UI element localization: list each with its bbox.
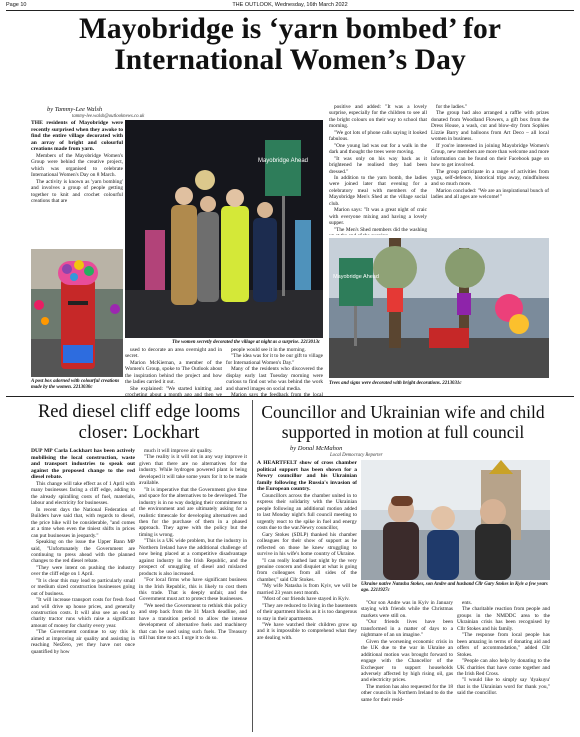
story3-para: "I would like to simply say 'dyakuyu' that is the Ukrainian word for thank you," said the councillor.: [457, 677, 550, 697]
story1-para: Many of the residents who discovered the display early last Tuesday morning were curious to find out who was behind the work and shared images on social media.: [226, 366, 323, 392]
story1-para: Marion concluded: "We are an inspirational bunch of ladies and all ages are welcome!": [431, 187, 549, 201]
story1-para: for the ladies.": [436, 104, 468, 110]
story2-lead: DUP MP Carla Lockhart has been actively mobilising the local construction, waste and transport industries to speak out against the proposed change to the red diesel rebate.: [31, 448, 135, 481]
story2-para: This change will take effect as of 1 April with many businesses facing a cliff edge, adding to the already spiralling costs of fuel, materials, labour and electricity for businesses.: [31, 480, 135, 507]
header-rule: [6, 10, 574, 11]
story3-para: Councillors across the chamber united in to express their solidarity with the Ukrainian people following an additional motion added to last Monday night's full council meeting to urgently react to the spike in fuel and energy costs due to the war.Newry councillor,: [257, 492, 357, 532]
story1-col2: [125, 347, 222, 399]
story2-col2: [139, 448, 247, 732]
postbox-caption: A post box adorned with colourful creations made by the women. 2213030c: [31, 379, 120, 390]
story2-para: much it will improve air quality.: [144, 448, 213, 454]
story1-para: Marion says the feedback from the local: [231, 392, 323, 399]
story2-para: Speaking on the issue the Upper Bann MP said, "Unfortunately the Government are continuing to press ahead with the planned changes to the red diesel rebate.: [31, 539, 135, 565]
story2-para: "The reality is it will not in any way improve it given that there are no alternatives for the industry. While hydrogen powered plant is being developed it will take some years for it to be made available.: [139, 454, 247, 487]
story2-col1: [31, 448, 135, 732]
story1-col3: [226, 347, 323, 399]
trees-photo: [329, 238, 549, 378]
story3-para: "They are reduced to living in the basements of their apartment blocks as it is too dangerous to stay in their apartments.: [257, 602, 357, 622]
story1-col4: [329, 104, 427, 235]
story1-headline: Mayobridge is ‘yarn bombed’ for International Women’s Day: [78, 13, 502, 76]
page-header: [6, 2, 574, 12]
story2-headline: Red diesel cliff edge looms closer: Lockhart: [37, 402, 241, 443]
family-caption: Ukraine native Natasha Stokes, son Andre and husband Cllr Gary Stokes in Kyiv a few years ago. 2211927c: [361, 582, 548, 593]
story2-para: "It will increase transport costs for fresh food and will drive up house prices, and generally construction costs. It will also see an end to charity tractor runs which raise a significant amount of money for charity every year.: [31, 597, 135, 629]
story2-para: In recent days the National Federation of Builders have said that, with regards to diesel, the price hike will be considerable, "and comes at a time when even the tiniest shifts in prices can put businesses in jeopardy.": [31, 506, 135, 539]
story1-byline: by Tammy-Lee Walsh: [47, 106, 103, 113]
story3-para: "I can really loathed last night by the very genuine concern and disquiet at what is going from colleagues from all sides of the chamber," said Cllr Stokes.: [257, 557, 357, 583]
story3-para: Given the worsening economic crisis in the UK due to the war in Ukraine an additional motion was brought forward to engage with the Chancellor of the Exchequer to support households adversely affected by high rising oil, gas and electricity prices.: [361, 638, 453, 684]
trees-caption: Trees and signs were decorated with bright decorations. 2213031c: [329, 381, 462, 386]
family-in-kyiv-illustration: [361, 460, 550, 580]
story1-para: The group had also arranged a raffle with prizes donated from Woodland Flowers, a gift box from the Dress House, a wash, cut and blow-dry from Sophies Lizzie Barry and balloons from Art Deco – all local women in business.: [431, 110, 549, 143]
story1-col1: [31, 120, 123, 247]
story2-para: "It is clear this may lead to particularly small or medium sized construction businesses going out of business.: [31, 577, 135, 597]
story1-para: "The idea was for it to be our gift to village for International Women's Day.": [226, 353, 323, 366]
story3-para: "Our son Andre was in Kyiv in January staying with friends while the Christmas markets were still on.: [361, 600, 453, 619]
story2-para: "They were intent on pushing the industry over the cliff edge on 1 April.: [31, 564, 135, 578]
story3-para: "We have watched their children grow up and it is impossible to comprehend what they are dealing with.: [257, 622, 357, 641]
photo-sign-text: Mayobridge Ahead: [257, 158, 309, 164]
story3-lead: A HEARTFELT show of cross chamber political support has been shown for a Newry councillor and his Ukrainian family following the Russia's invasion of the European country.: [257, 460, 357, 493]
section-rule: [6, 396, 574, 397]
story3-byline: by Donal McMahon: [290, 445, 343, 452]
story3-para: "Most of our friends have stayed in Kyiv.: [262, 596, 350, 603]
story1-para: "The Men's Shed members did the washing: [334, 226, 427, 233]
page-number: Page 10: [6, 2, 27, 8]
story3-para: The motion has also requested for the 18 other councils in Northern Ireland to do the same for their resid-: [361, 683, 453, 703]
story1-para: She explained: "We started knitting and crocheting about a month ago and then we: [125, 385, 222, 399]
story2-para: "We need the Government to rethink this policy and step back from the 31 March deadline, and have a transition period to allow the intense development of alternative fuels and machinery that can be used using such fuels. The Treasury still has time to act. I urge it to do so.: [139, 602, 247, 642]
story1-para: "We got lots of phone calls saying it looked fabulous.: [329, 129, 427, 143]
story1-para: The activity is known as 'yarn bombing' and involves a group of people getting together to knit and crochet colourful creations that are: [31, 178, 123, 205]
story3-para: "The response from local people has been amazing in terms of donating aid and offers of accommodation," added Cllr Stokes.: [457, 632, 550, 658]
story1-col5: [431, 104, 549, 235]
story2-para: "This is a UK wide problem, but the industry in Northern Ireland have the additional challenge of now being placed at a competitive disadvantage against industry in the Irish Republic, and the prospect of smuggling of diesel and mislaced products is also increased.: [139, 538, 247, 577]
story1-para: "One young lad was out for a walk in the dark and thought the trees were moving.: [329, 142, 427, 156]
story1-para: positive and added: "It was a lovely surprise, especially for the children to see all the bright colours on their way to school that morning.: [329, 104, 427, 130]
story1-para: Marion McKiernan, a member of the Women's Group, spoke to The Outlook about the inspiration behind the project and how the ladies carried it out.: [125, 359, 222, 386]
story2-para: "The Government continue to say this is aimed at improving air quality and assisting in reaching NetZero, yet they have not once quantified by how: [31, 629, 135, 655]
decorated-trees-illustration: [329, 238, 549, 378]
story1-para: Members of the Mayobridge Women's Group were behind the creative project, which was organised to celebrate International Women's Day on 8 March.: [31, 152, 123, 179]
column-divider: [252, 400, 253, 732]
story1-para: If you're interested in joining Mayobridge Women's Group, new members are more than welcome and more information can be found on their Facebook page on how to get involved.: [431, 142, 549, 169]
story3-headline: Councillor and Ukrainian wife and child supported in motion at full council: [261, 402, 545, 442]
story1-para: "It was only on his way back as it brightened he realised they had been dressed.": [329, 155, 427, 175]
main-photo: [125, 120, 323, 338]
story1-email: tammy-lee.walsh@outlooknews.co.uk: [72, 114, 145, 119]
women-at-night-illustration: [125, 120, 323, 338]
family-photo: [361, 460, 550, 580]
story1-para: The group participate in a range of activities from yoga, self-defence, historical trips away, mindfulness and so much more.: [431, 168, 549, 188]
story3-col1: [257, 460, 357, 732]
story2-para: "For local firms who have significant business in the Irish Republic, this is likely to cost them this trade. That is deeply unfair, and the Government must act to protect these businesses.: [139, 577, 247, 603]
story3-para: "My wife Natasha is from Kyiv, we will be married 23 years next month.: [257, 583, 357, 596]
story3-para: Gary Stokes (SDLP) thanked his chamber colleagues for their show of support as he reflected on those he knew struggling to survive in his wife's home country of Ukraine.: [257, 531, 357, 558]
story3-para: ents.: [462, 600, 472, 606]
photo-sign-text: Mayobridge Ahead: [333, 274, 379, 280]
postbox-photo: [31, 249, 123, 377]
story3-para: "Our friends lives have been transformed in a matter of days to a nightmare of an un imagine.": [361, 619, 453, 639]
story3-byline-role: Local Democracy Reporter: [330, 453, 383, 458]
story1-para: people would see it in the morning.: [231, 347, 306, 353]
story3-col2: [361, 600, 453, 732]
story1-para: In addition to the yarn bomb, the ladies were joined later that evening for a celebratory meal with members of the Mayobridge Men's Shed at the village social club.: [329, 174, 427, 207]
story2-para: "It is imperative that the Government give time and space for the alternatives to be developed. The industry is in no way dodging their commitment to the environment and are ultimately asking for a realistic timescale for developing alternatives and then for the purchase of them in a phased approach. They agree with the policy but the timing is wrong.: [139, 486, 247, 538]
story3-col3: [457, 600, 550, 732]
main-photo-caption: The women secretly decorated the village at night as a surprise. 2213013c: [172, 340, 321, 345]
story3-para: "People can also help by donating to the UK charities that have come together and the Irish Red Cross.: [457, 658, 550, 677]
story1-para: Marion says: "It was a great night of craic with everyone mixing and having a lovely supper.: [329, 207, 427, 227]
story1-lead: THE residents of Mayobridge were recently surprised when they awoke to find the entire village decorated with an array of bright and colourful creations made from yarn.: [31, 120, 123, 153]
dateline: THE OUTLOOK, Wednesday, 16th March 2022: [232, 2, 348, 8]
story3-para: The charitable reaction from people and groups in the NMDDC area to the Ukrainian crisis has been recognised by Cllr Stokes and his family.: [457, 606, 550, 632]
postbox-illustration: [31, 249, 123, 377]
story1-para: used to decorate an area overnight and in secret.: [125, 347, 222, 360]
